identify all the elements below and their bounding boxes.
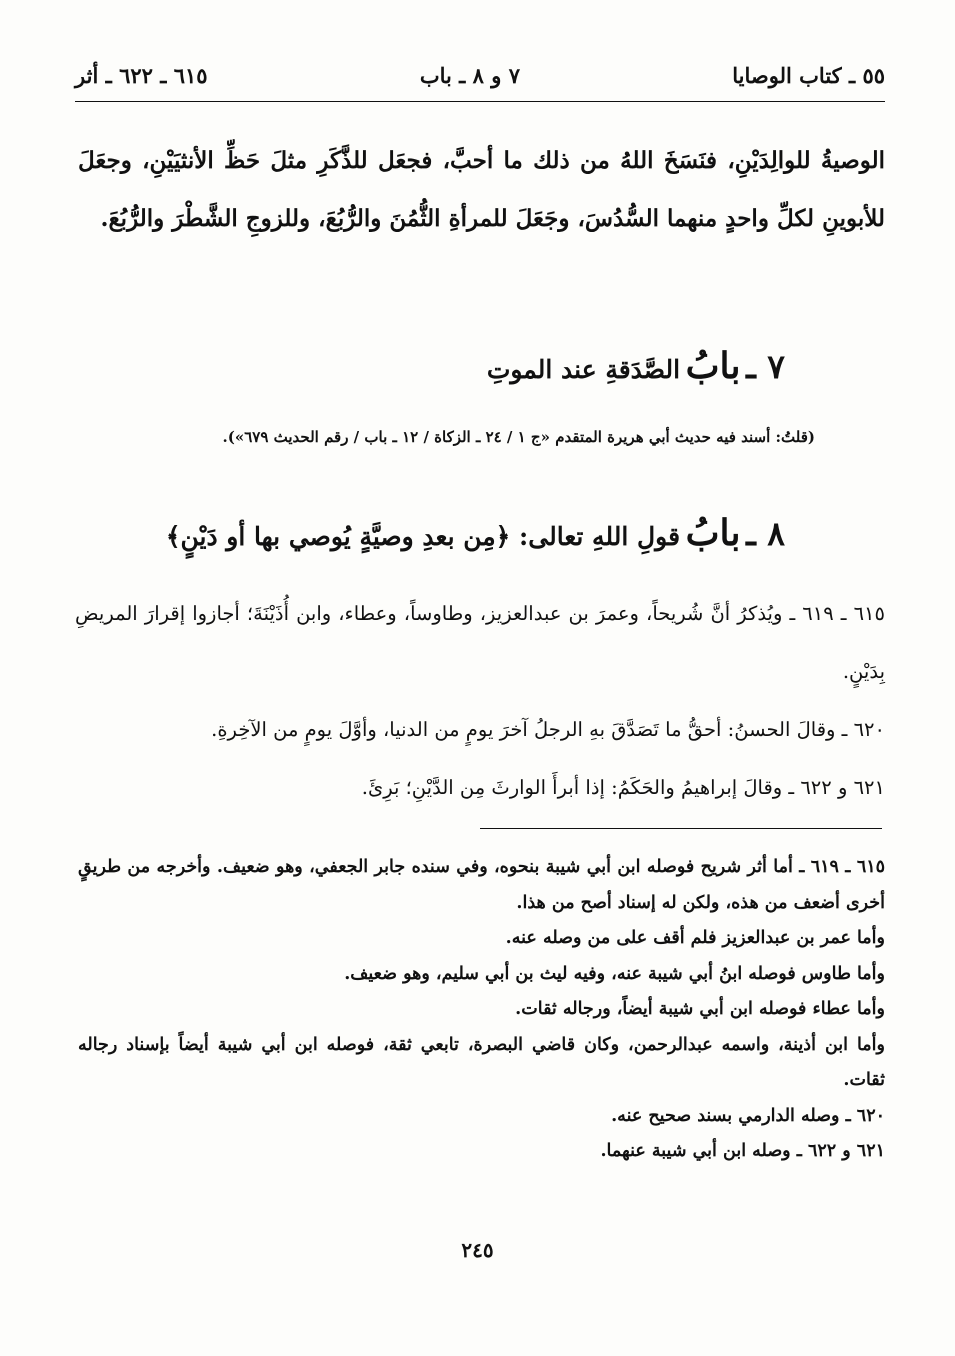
athar-620: ٦٢٠ ـ وقالَ الحسنُ: أحقُّ ما تَصَدَّقَ بهِ الرجلُ آخرَ يومٍ من الدنيا، وأوَّلَ يومٍ من الآخِرةِ.: [211, 718, 885, 741]
chapter-7-label: بابُ: [685, 345, 741, 387]
continuation-paragraph: الوصيةُ للوالِدَيْنِ، فنَسَخَ اللهُ من ذلك ما أحبَّ، فجعَل للذَّكَرِ مثلَ حَظِّ الأنثيَيْنِ، وجعَلَ للأبوينِ لكلِّ واحدٍ منهما السُّدُسَ، وجَعَلَ للمرأةِ الثُّمُنَ والرُّبُعَ، وللزوجِ الشَّطْرَ والرُّبُعَ.: [78, 147, 885, 232]
chapter-7-number: ٧ ـ: [746, 347, 785, 386]
footnote-umar: وأما عمر بن عبدالعزيز فلم أقف على من وصله عنه.: [505, 928, 885, 948]
chapter-8-heading: [166, 512, 785, 554]
header-athar-range: ٦١٥ ـ ٦٢٢ ـ أثر: [75, 62, 208, 88]
running-header: [75, 58, 885, 92]
chapter-7-heading: [487, 345, 785, 387]
chapter-8-number: ٨ ـ: [746, 514, 785, 553]
footnotes: [78, 850, 885, 1170]
editor-note: (قلتُ: أسند فيه حديث أبي هريرة المتقدم «ج ١ / ٢٤ ـ الزكاة / ١٢ ـ باب / رقم الحديث ٦٧٩»).: [222, 428, 815, 446]
footnote-ibn-udhayna: وأما ابن أذينة، واسمه عبدالرحمن، وكان قاضي البصرة، تابعي ثقة، فوصله ابن أبي شيبة أيضاً بإسناد رجاله ثقات.: [78, 1034, 885, 1090]
header-chapter-range: ٧ و ٨ ـ باب: [419, 62, 520, 88]
chapter-8-title: قولِ اللهِ تعالى: ﴿مِن بعدِ وصيَّةٍ يُوصي بها أو دَيْنٍ﴾: [165, 522, 681, 551]
chapter-8-label: بابُ: [685, 512, 741, 554]
athar-621-622: ٦٢١ و ٦٢٢ ـ وقالَ إبراهيمُ والحَكَمُ: إذا أبرأَ الوارثَ مِن الدَّيْنِ؛ بَرِئَ.: [361, 776, 885, 799]
footnote-621-622: ٦٢١ و ٦٢٢ ـ وصله ابن أبي شيبة عنهما.: [600, 1141, 885, 1161]
athar-text: [75, 585, 885, 817]
footnote-620: ٦٢٠ ـ وصله الدارمي بسند صحيح عنه.: [611, 1105, 885, 1126]
footnote-tawus: وأما طاوس فوصله ابنُ أبي شيبة عنه، وفيه ليث بن أبي سليم، وهو ضعيف.: [344, 963, 885, 984]
footnote-615-619: ٦١٥ ـ ٦١٩ ـ أما أثر شريح فوصله ابن أبي شيبة بنحوه، وفي سنده جابر الجعفي، وهو ضعيف. وأخرجه من طريقٍ أخرى أضعف من هذه، ولكن له إسناد أصح من هذا.: [78, 857, 886, 913]
athar-615-619: ٦١٥ ـ ٦١٩ ـ ويُذكرُ أنَّ شُريحاً، وعمرَ بن عبدالعزيز، وطاوساً، وعطاء، وابن أُذَيْنَةَ؛ أجازوا إقرارَ المريضِ بِدَيْنٍ.: [75, 602, 885, 683]
page-number: ٢٤٥: [461, 1238, 494, 1262]
header-divider: [75, 101, 885, 102]
chapter-7-title: الصَّدَقةِ عند الموتِ: [486, 355, 681, 384]
footnote-divider: [480, 828, 882, 829]
footnote-ata: وأما عطاء فوصله ابن أبي شيبة أيضاً، ورجاله ثقات.: [515, 999, 885, 1019]
header-book-title: ٥٥ ـ كتاب الوصايا: [732, 62, 885, 88]
